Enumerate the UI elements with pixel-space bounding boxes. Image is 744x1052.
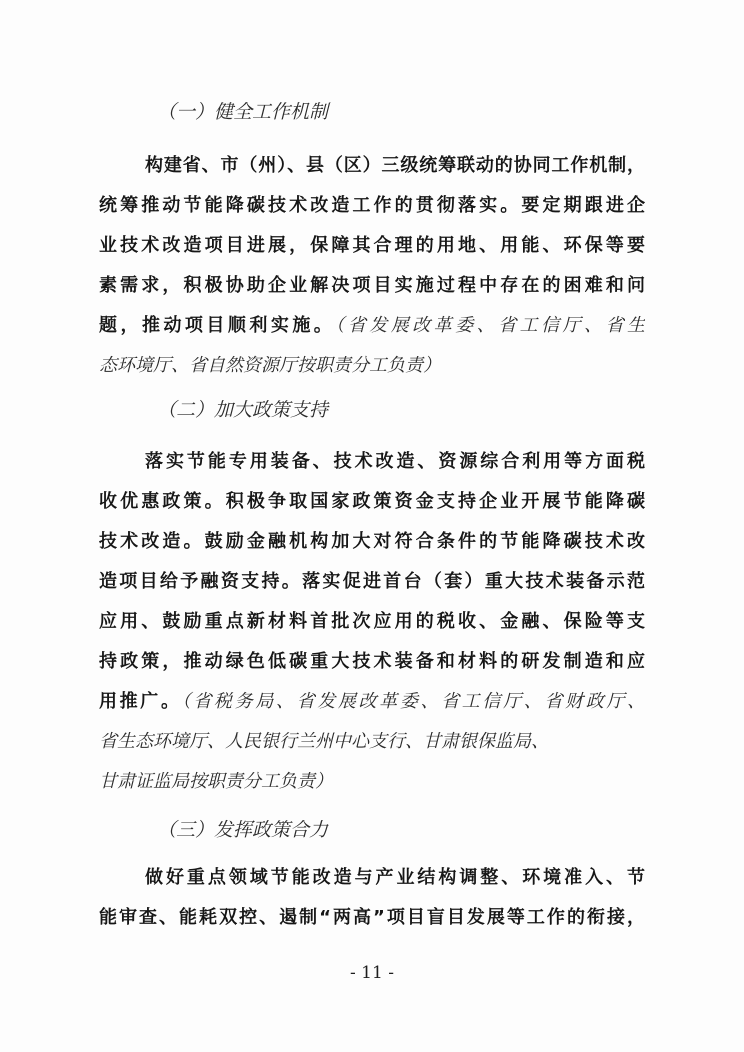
- body-text: 统筹推动节能降碳技术改造工作的贯彻落实。要定期跟进企: [99, 195, 645, 216]
- text-line: [99, 762, 645, 802]
- section-1-heading: （一）健全工作机制: [157, 101, 329, 123]
- body-text: 收优惠政策。积极争取国家政策资金支持企业开展节能降碳: [99, 491, 645, 512]
- section-1-paragraph: [99, 146, 645, 386]
- section-3-heading: （三）发挥政策合力: [157, 819, 329, 841]
- document-content: [99, 92, 645, 938]
- text-line: [99, 858, 645, 898]
- text-line: [99, 146, 645, 186]
- body-text: 应用、鼓励重点新材料首批次应用的税收、金融、保险等支: [99, 611, 645, 632]
- text-line: [99, 522, 645, 562]
- text-line: [99, 602, 645, 642]
- responsibility-note-text: （省发展改革委、省工信厅、省生: [335, 315, 645, 336]
- text-line: [99, 266, 645, 306]
- text-line: [99, 898, 645, 938]
- body-text: 素需求，积极协助企业解决项目实施过程中存在的困难和问: [99, 275, 645, 296]
- text-line: [99, 442, 645, 482]
- body-text: 业技术改造项目进展，保障其合理的用地、用能、环保等要: [99, 235, 645, 256]
- text-line: [99, 682, 645, 722]
- body-text: 做好重点领域节能改造与产业结构调整、环境准入、节: [145, 867, 645, 888]
- text-line: [99, 722, 645, 762]
- text-line: [99, 482, 645, 522]
- responsibility-note-text: 甘肃证监局按职责分工负责）: [99, 771, 333, 792]
- text-line: [99, 306, 645, 346]
- responsibility-note-text: （省税务局、省发展改革委、省工信厅、省财政厅、: [181, 691, 645, 712]
- responsibility-note-text: 态环境厅、省自然资源厅按职责分工负责）: [99, 355, 441, 376]
- body-text: 落实节能专用装备、技术改造、资源综合利用等方面税: [145, 451, 645, 472]
- section-2-heading: （二）加大政策支持: [157, 399, 329, 421]
- body-text: 技术改造。鼓励金融机构加大对符合条件的节能降碳技术改: [99, 531, 645, 552]
- text-line: [99, 186, 645, 226]
- section-3-paragraph: [99, 858, 645, 938]
- text-line: [99, 226, 645, 266]
- body-text: 用推广。: [99, 691, 182, 712]
- text-line: [99, 562, 645, 602]
- page-number: - 11 -: [350, 963, 394, 983]
- section-2-paragraph: [99, 442, 645, 802]
- body-text: 持政策，推动绿色低碳重大技术装备和材料的研发制造和应: [99, 651, 645, 672]
- text-line: [99, 642, 645, 682]
- text-line: [99, 346, 645, 386]
- body-text: 能审查、能耗双控、遏制“两高”项目盲目发展等工作的衔接，: [99, 907, 645, 928]
- body-text: 构建省、市（州）、县（区）三级统筹联动的协同工作机制，: [145, 155, 645, 176]
- responsibility-note-text: 省生态环境厅、人民银行兰州中心支行、甘肃银保监局、: [99, 731, 549, 752]
- body-text: 造项目给予融资支持。落实促进首台（套）重大技术装备示范: [99, 571, 645, 592]
- body-text: 题，推动项目顺利实施。: [99, 315, 336, 336]
